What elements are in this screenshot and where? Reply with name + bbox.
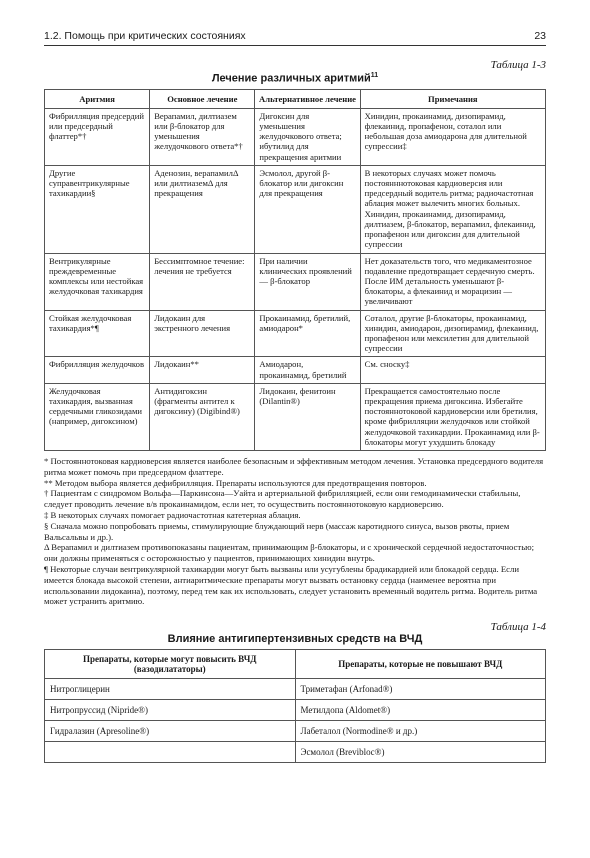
column-header-alternative-treatment: Альтернативное лечение [255, 89, 360, 108]
column-header-no-raise-icp: Препараты, которые не повышают ВЧД [295, 650, 546, 679]
table-cell: Стойкая желудочковая тахикардия*¶ [45, 310, 150, 357]
table-cell: Антидигоксин (фрагменты антител к дигоксину) (Digibind®) [150, 383, 255, 450]
table-1-3-title-text: Лечение различных аритмий [211, 72, 371, 85]
table-cell: Триметафан (Arfonad®) [295, 679, 546, 700]
running-header [44, 30, 546, 46]
page-number: 23 [534, 30, 546, 42]
table-row [45, 679, 546, 700]
table-row [45, 310, 546, 357]
table-cell: Фибрилляция желудочков [45, 357, 150, 383]
table-cell: См. сноску‡ [360, 357, 545, 383]
table-cell: Эсмолол (Brevibloc®) [295, 742, 546, 763]
table-cell: Прекращается самостоятельно после прекращения приема дигоксина. Избегайте постояннотоковой кардиоверсии или бретилия, кроме фибрилляции желудочков или стойкой желудочковой тахикардии. Прокаинамид или β-блокаторы могут ухудшить блокаду [360, 383, 545, 450]
table-cell: Нитропруссид (Nipride®) [45, 700, 296, 721]
table-cell [45, 742, 296, 763]
table-cell: Гидралазин (Apresoline®) [45, 721, 296, 742]
column-header-notes: Примечания [360, 89, 545, 108]
table-cell: В некоторых случаях может помочь постоянннотоковая кардиоверсия или предсердный водитель ритма; радиочастотная аблация может вылечить многих больных. Хинидин, прокаинамид, дизопирамид, дилтиазем, β-блокатор, верапамил, флекаинид, пропафенон или дигоксин для длительной супрессии [360, 165, 545, 253]
table-cell: Лидокаин, фенитоин (Dilantin®) [255, 383, 360, 450]
column-header-may-raise-icp: Препараты, которые могут повысить ВЧД (вазодилататоры) [45, 650, 296, 679]
table-cell: Амиодарон, прокаинамид, бретилий [255, 357, 360, 383]
table-cell: Верапамил, дилтиазем или β-блокатор для уменьшения желудочкового ответа*† [150, 108, 255, 165]
table-row [45, 742, 546, 763]
table-row [45, 721, 546, 742]
footnote: ‡ В некоторых случаях помогает радиочастотная катетерная аблация. [44, 509, 301, 520]
table-cell: При наличии клинических проявлений — β-блокатор [255, 253, 360, 310]
table-header-row [45, 89, 546, 108]
table-cell: Фибрилляция предсердий или предсердный флаттер*† [45, 108, 150, 165]
footnote: Δ Верапамил и дилтиазем противопоказаны пациентам, принимающим β-блокаторы, и с хронической сердечной недостаточностью; они должны применяться с осторожностью у пациентов, принимающих хинидин внутрь. [44, 542, 535, 564]
table-cell: Желудочковая тахикардия, вызванная сердечными гликозидами (например, дигоксином) [45, 383, 150, 450]
table-cell: Бессимптомное течение: лечения не требуется [150, 253, 255, 310]
footnote: ¶ Некоторые случаи вентрикулярной тахикардии могут быть вызваны или усугублены брадикардией или блокадой сердца. Если имеется блокада высокой степени, антиаритмические препараты могут вызвать остановку сердца (наименее вероятна при использовании лидокаина), поэтому, перед тем как их использовать, следует установить временный водитель ритма. Водитель ритма может устранить аритмию. [44, 563, 538, 607]
icp-antihypertensives-table [44, 649, 546, 763]
table-row [45, 108, 546, 165]
table-cell: Лабеталол (Normodine® и др.) [295, 721, 546, 742]
table-cell: Эсмолол, другой β-блокатор или дигоксин для прекращения [255, 165, 360, 253]
table-cell: Соталол, другие β-блокаторы, прокаинамид, хинидин, амиодарон, дизопирамид, флекаинид, пропафенон или мексилетин для длительной супрессии [360, 310, 545, 357]
table-1-3-label: Таблица 1-3 [490, 59, 546, 71]
section-title: 1.2. Помощь при критических состояниях [44, 30, 246, 42]
table-row [45, 700, 546, 721]
column-header-arrhythmia: Аритмия [45, 89, 150, 108]
table-1-3-title [44, 72, 546, 85]
table-cell: Дигоксин для уменьшения желудочкового ответа; ибутилид для прекращения аритмии [255, 108, 360, 165]
footnote: ** Методом выбора является дефибрилляция. Препараты используются для предотвращения повторов. [44, 477, 427, 488]
table-cell: Вентрикулярные преждевременные комплексы или нестойкая желудочковая тахикардия [45, 253, 150, 310]
column-header-main-treatment: Основное лечение [150, 89, 255, 108]
table-cell: Нет доказательств того, что медикаментозное подавление предотвращает сердечную смерть. После ИМ детальность уменьшают β-блокаторы, а флекаинид и морацизин — увеличивают [360, 253, 545, 310]
footnote: * Постояннотоковая кардиоверсия является наиболее безопасным и эффективным методом лечения. Установка предсердного водителя ритма может помочь при предсердном флаттере. [44, 455, 544, 477]
table-row [45, 383, 546, 450]
footnotes [44, 456, 546, 607]
table-cell: Метилдопа (Aldomet®) [295, 700, 546, 721]
table-1-4-label: Таблица 1-4 [490, 621, 546, 634]
table-row [45, 165, 546, 253]
table-1-3-title-ref: 11 [370, 72, 379, 79]
arrhythmia-treatment-table [44, 89, 546, 451]
table-cell: Нитроглицерин [45, 679, 296, 700]
table-row [45, 253, 546, 310]
table-1-4-title: Влияние антигипертензивных средств на ВЧД [167, 633, 423, 646]
footnote: † Пациентам с синдромом Вольфа—Паркинсона—Уайта и артериальной фибрилляцией, если они гемодинамически стабильны, следует проводить лечение в/в прокаинамидом, если нет, то осуществить постояннотоковую кардиоверсию. [44, 488, 521, 510]
table-header-row [45, 650, 546, 679]
table-cell: Прокаинамид, бретилий, амиодарон* [255, 310, 360, 357]
table-cell: Лидокаин для экстренного лечения [150, 310, 255, 357]
table-cell: Лидокаин** [150, 357, 255, 383]
table-row [45, 357, 546, 383]
table-cell: Хинидин, прокаинамид, дизопирамид, флекаинид, пропафенон, соталол или небольшая доза амиодарона для длительной супрессии‡ [360, 108, 545, 165]
table-cell: Другие суправентрикулярные тахикардии§ [45, 165, 150, 253]
table-cell: Аденозин, верапамилΔ или дилтиаземΔ для прекращения [150, 165, 255, 253]
footnote: § Сначала можно попробовать приемы, стимулирующие блуждающий нерв (массаж каротидного синуса, вызов рвоты, прием Вальсальвы и др.). [44, 520, 510, 542]
